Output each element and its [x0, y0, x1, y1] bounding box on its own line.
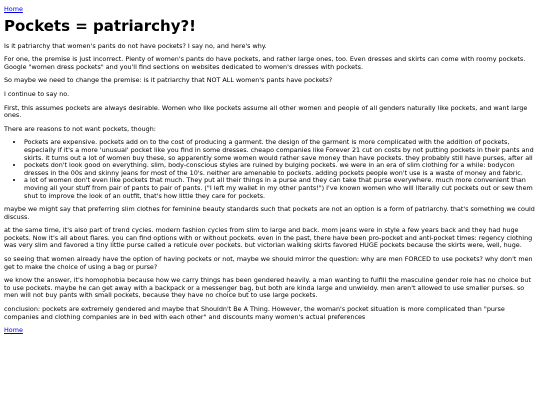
intro-paragraph: So maybe we need to change the premise: is it patriarchy that NOT ALL women's pants have pockets? — [4, 76, 333, 85]
intro-paragraph: I continue to say no. — [4, 89, 70, 98]
conclusion-paragraph: conclusion: pockets are extremely gendered and maybe that Shouldn't Be A Thing. However, the woman's pocket situation is more complicated than "purse companies and clothing companies are in bed with each other" and discounts many women's actual preferences — [4, 305, 505, 321]
body-paragraph: we know the answer, it's homophobia because how we carry things has been gendered heavily. a man wanting to fulfill the masculine gender role has no choice but to use pockets. maybe he can get away with a backpack or a messenger bag, but both are kinda large and unwieldy. men aren't allowed to use smaller purses. so men will not buy pants with small pockets, because they have no choice but to use large pockets. — [4, 276, 531, 300]
list-item: • Pockets are expensive. pockets add on to the cost of producing a garment. the design of the garment is more complicated with the addition of pockets, especially if it's a more 'unusual' pocket like you find in some dresses. cheapo companies like Forever 21 cut on costs by not putting pockets in their pants and skirts. it turns out a lot of women buy these, so apparently some women would rather save money than have pockets. they probably still have purses, after all — [24, 139, 536, 162]
intro-paragraph: Is it patriarchy that women's pants do not have pockets? I say no, and here's why. — [4, 41, 267, 50]
body-paragraph: maybe we might say that preferring slim clothes for feminine beauty standards such that pockets are not an option is a form of patriarchy. that's something we could discuss. — [4, 205, 535, 221]
home-link-bottom[interactable]: Home — [4, 326, 23, 335]
list-item: • pockets don't look good on everything. slim, body-conscious styles are ruined by bulging pockets. we were in an era of slim clothing for a while: bodycon dresses in the 00s and skinny jeans for most of the 10's. neither are amenable to pockets. adding pockets people won't use is a waste of money and fabric. — [24, 162, 536, 177]
reasons-list — [4, 139, 536, 200]
intro-paragraph: There are reasons to not want pockets, though: — [4, 124, 156, 133]
list-item: • a lot of women don't even like pockets that much. They put all their things in a purse and they can take that purse everywhere. much more convenient than moving all your stuff from pair of pants to pair of pants. ("I left my wallet in my other pants!") I've known women who will literally cut pockets out or sew them shut to improve the look of an outfit, that's how little they care for pockets. — [24, 177, 536, 200]
body-paragraph: at the same time, it's also part of trend cycles. modern fashion cycles from slim to large and back. mom jeans were in style a few years back and they had huge pockets. Now it's all about flares. you can find options with or without pockets. even in the past, there have been pro-pocket and anti-pocket times: regency clothing was very slim and favored a tiny little purse called a reticule over pockets. but victorian walking skirts favored HUGE pockets because the skirts were, well, huge. — [4, 226, 533, 250]
intro-paragraph: First, this assumes pockets are always desirable. Women who like pockets assume all other women and people of all genders naturally like pockets, and want large ones. — [4, 103, 528, 120]
home-link-top[interactable]: Home — [4, 5, 23, 13]
intro-paragraph: For one, the premise is just incorrect. Plenty of women's pants do have pockets, and rather large ones, too. Even dresses and skirts can come with roomy pockets. Google "women dress pockets" and you'll find sections on websites dedicated to women's dresses with pockets. — [4, 55, 526, 71]
page-title: Pockets = patriarchy?! — [4, 16, 197, 35]
body-paragraph: so seeing that women already have the option of having pockets or not, maybe we should mirror the question: why are men FORCED to use pockets? why don't men get to make the choice of using a bag or purse? — [4, 255, 533, 271]
